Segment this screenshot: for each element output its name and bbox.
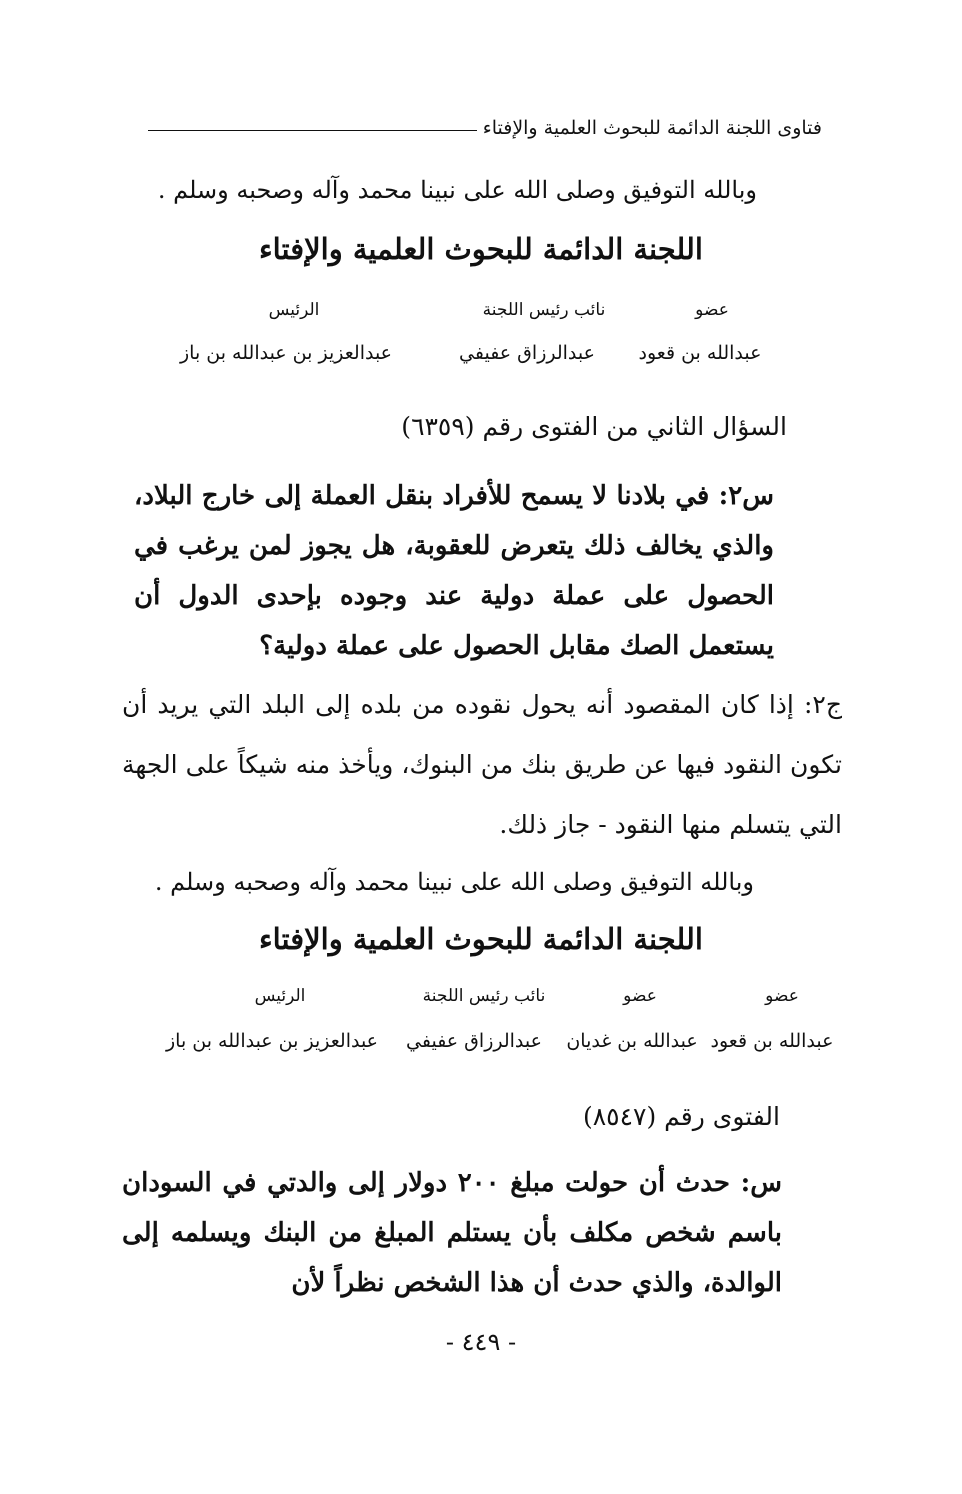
role-vice-president: نائب رئيس اللجنة bbox=[422, 986, 546, 1006]
signatory-name: عبدالعزيز بن عبدالله بن باز bbox=[165, 1030, 379, 1052]
committee-title-1: اللجنة الدائمة للبحوث العلمية والإفتاء bbox=[259, 232, 703, 266]
role-member: عضو bbox=[623, 986, 657, 1006]
closing-formula-2: وبالله التوفيق وصلى الله على نبينا محمد وآله وصحبه وسلم . bbox=[154, 868, 754, 896]
fatwa-heading: الفتوى رقم (٨٥٤٧) bbox=[582, 1102, 780, 1131]
role-president: الرئيس bbox=[268, 300, 320, 320]
signatory-name: عبدالرزاق عفيفي bbox=[406, 1030, 542, 1052]
running-header bbox=[148, 108, 822, 148]
signatory-name: عبدالرزاق عفيفي bbox=[459, 342, 595, 364]
signatory-name: عبدالله بن قعود bbox=[710, 1030, 834, 1052]
signature-names-2 bbox=[0, 1030, 962, 1056]
page-number: - ٤٤٩ - bbox=[445, 1328, 517, 1356]
signatory-name: عبدالله بن غديان bbox=[566, 1030, 698, 1052]
signatory-name: عبدالله بن قعود bbox=[638, 342, 762, 364]
role-president: الرئيس bbox=[254, 986, 306, 1006]
header-title: فتاوى اللجنة الدائمة للبحوث العلمية والإفتاء bbox=[482, 117, 822, 139]
role-member: عضو bbox=[695, 300, 729, 320]
committee-title-2: اللجنة الدائمة للبحوث العلمية والإفتاء bbox=[259, 922, 703, 956]
signatory-name: عبدالعزيز بن عبدالله بن باز bbox=[179, 342, 393, 364]
question-heading: السؤال الثاني من الفتوى رقم (٦٣٥٩) bbox=[401, 412, 787, 441]
role-vice-president: نائب رئيس اللجنة bbox=[482, 300, 606, 320]
fatwa-question-text: س: حدث أن حولت مبلغ ٢٠٠ دولار إلى والدتي في السودان باسم شخص مكلف بأن يستلم المبلغ من البنك ويسلمه إلى الوالدة، والذي حدث أن هذا الشخص نظراً لأن bbox=[122, 1168, 782, 1298]
signature-roles-2 bbox=[0, 986, 962, 1010]
signature-names-1 bbox=[0, 342, 962, 368]
role-member: عضو bbox=[765, 986, 799, 1006]
question-text: س٢: في بلادنا لا يسمح للأفراد بنقل العملة إلى خارج البلاد، والذي يخالف ذلك يتعرض للعقوبة، هل يجوز لمن يرغب في الحصول على عملة دولية عند وجوده بإحدى الدول أن يستعمل الصك مقابل الحصول على عملة دولية؟ bbox=[134, 481, 774, 661]
answer-text: ج٢: إذا كان المقصود أنه يحول نقوده من بلده إلى البلد التي يريد أن تكون النقود فيها عن طريق بنك من البنوك، ويأخذ منه شيكاً على الجهة التي يتسلم منها النقود - جاز ذلك. bbox=[122, 690, 842, 839]
header-rule bbox=[148, 130, 477, 131]
signature-roles-1 bbox=[0, 300, 962, 324]
closing-formula-1: وبالله التوفيق وصلى الله على نبينا محمد وآله وصحبه وسلم . bbox=[157, 176, 757, 204]
